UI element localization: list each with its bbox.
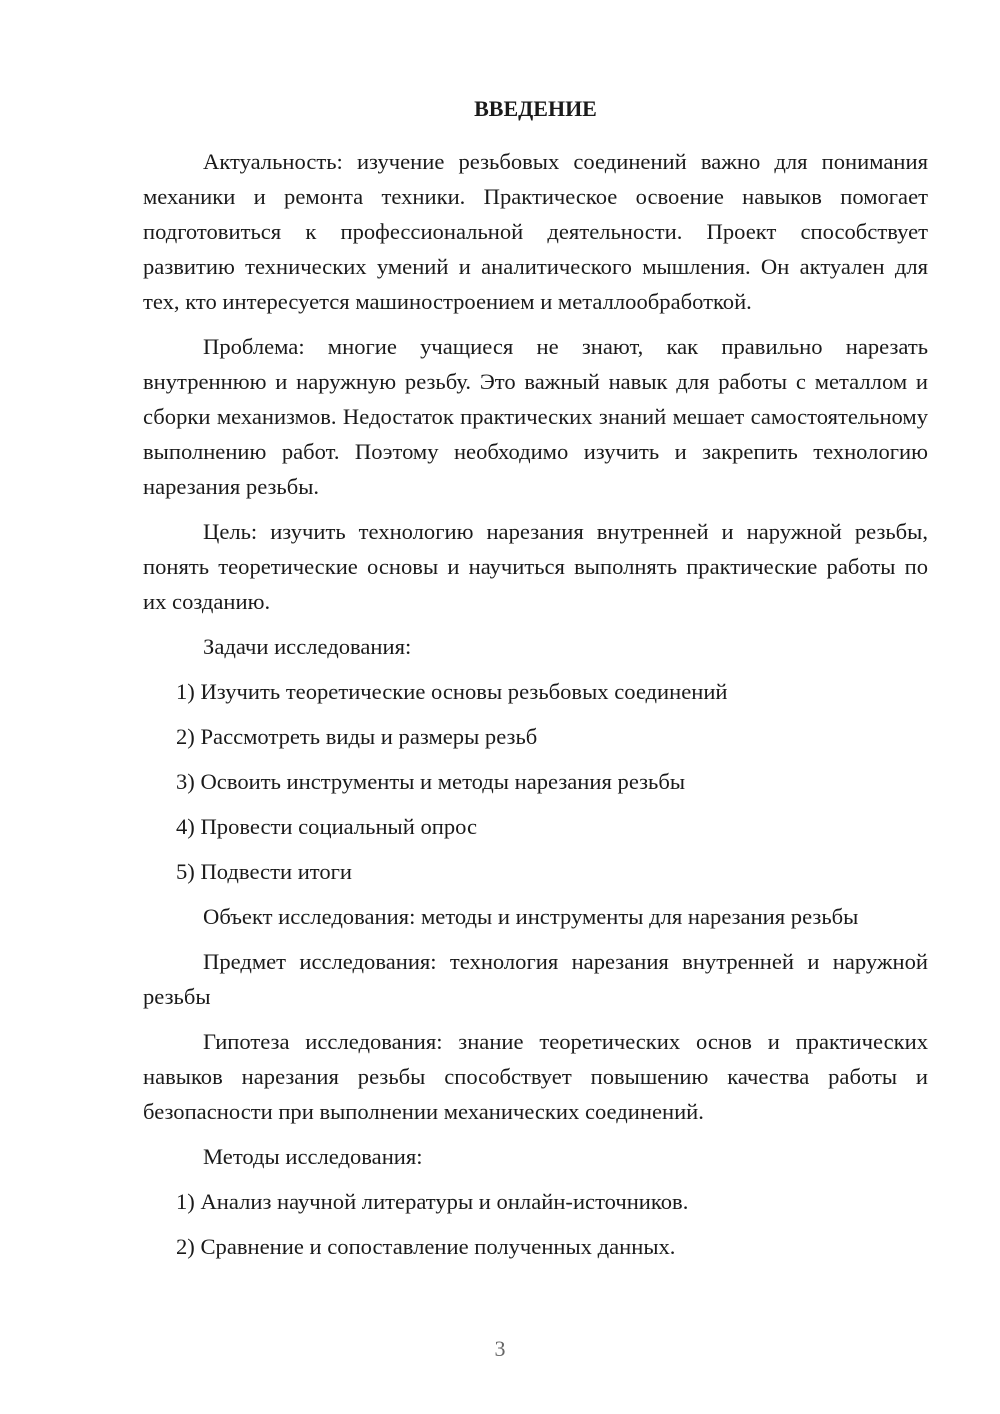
task-item: 4) Провести социальный опрос [176, 814, 478, 839]
task-item: 5) Подвести итоги [176, 859, 353, 884]
method-item: 2) Сравнение и сопоставление полученных данных. [176, 1234, 676, 1259]
section-title: ВВЕДЕНИЕ [474, 96, 597, 121]
page-content [143, 94, 928, 1274]
task-item: 3) Освоить инструменты и методы нарезания резьбы [176, 769, 686, 794]
tasks-heading: Задачи исследования: [203, 634, 412, 659]
method-item: 1) Анализ научной литературы и онлайн-источников. [176, 1189, 689, 1214]
relevance-paragraph: Актуальность: изучение резьбовых соединений важно для понимания механики и ремонта техники. Практическое освоение навыков помогает подготовиться к профессиональной деятельности. Проект способствует развитию технических умений и аналитического мышления. Он актуален для тех, кто интересуется машиностроением и металлообработкой. [143, 149, 928, 314]
goal-paragraph: Цель: изучить технологию нарезания внутренней и наружной резьбы, понять теоретические основы и научиться выполнять практические работы по их созданию. [143, 519, 928, 614]
hypothesis-paragraph: Гипотеза исследования: знание теоретических основ и практических навыков нарезания резьбы способствует повышению качества работы и безопасности при выполнении механических соединений. [143, 1029, 928, 1124]
task-item: 2) Рассмотреть виды и размеры резьб [176, 724, 538, 749]
problem-paragraph: Проблема: многие учащиеся не знают, как правильно нарезать внутреннюю и наружную резьбу. Это важный навык для работы с металлом и сборки механизмов. Недостаток практических знаний мешает самостоятельному выполнению работ. Поэтому необходимо изучить и закрепить технологию нарезания резьбы. [143, 334, 928, 499]
page-number: 3 [494, 1336, 506, 1361]
subject-paragraph: Предмет исследования: технология нарезания внутренней и наружной резьбы [143, 949, 928, 1009]
methods-heading: Методы исследования: [203, 1144, 423, 1169]
task-item: 1) Изучить теоретические основы резьбовых соединений [176, 679, 728, 704]
object-paragraph: Объект исследования: методы и инструменты для нарезания резьбы [203, 904, 859, 929]
